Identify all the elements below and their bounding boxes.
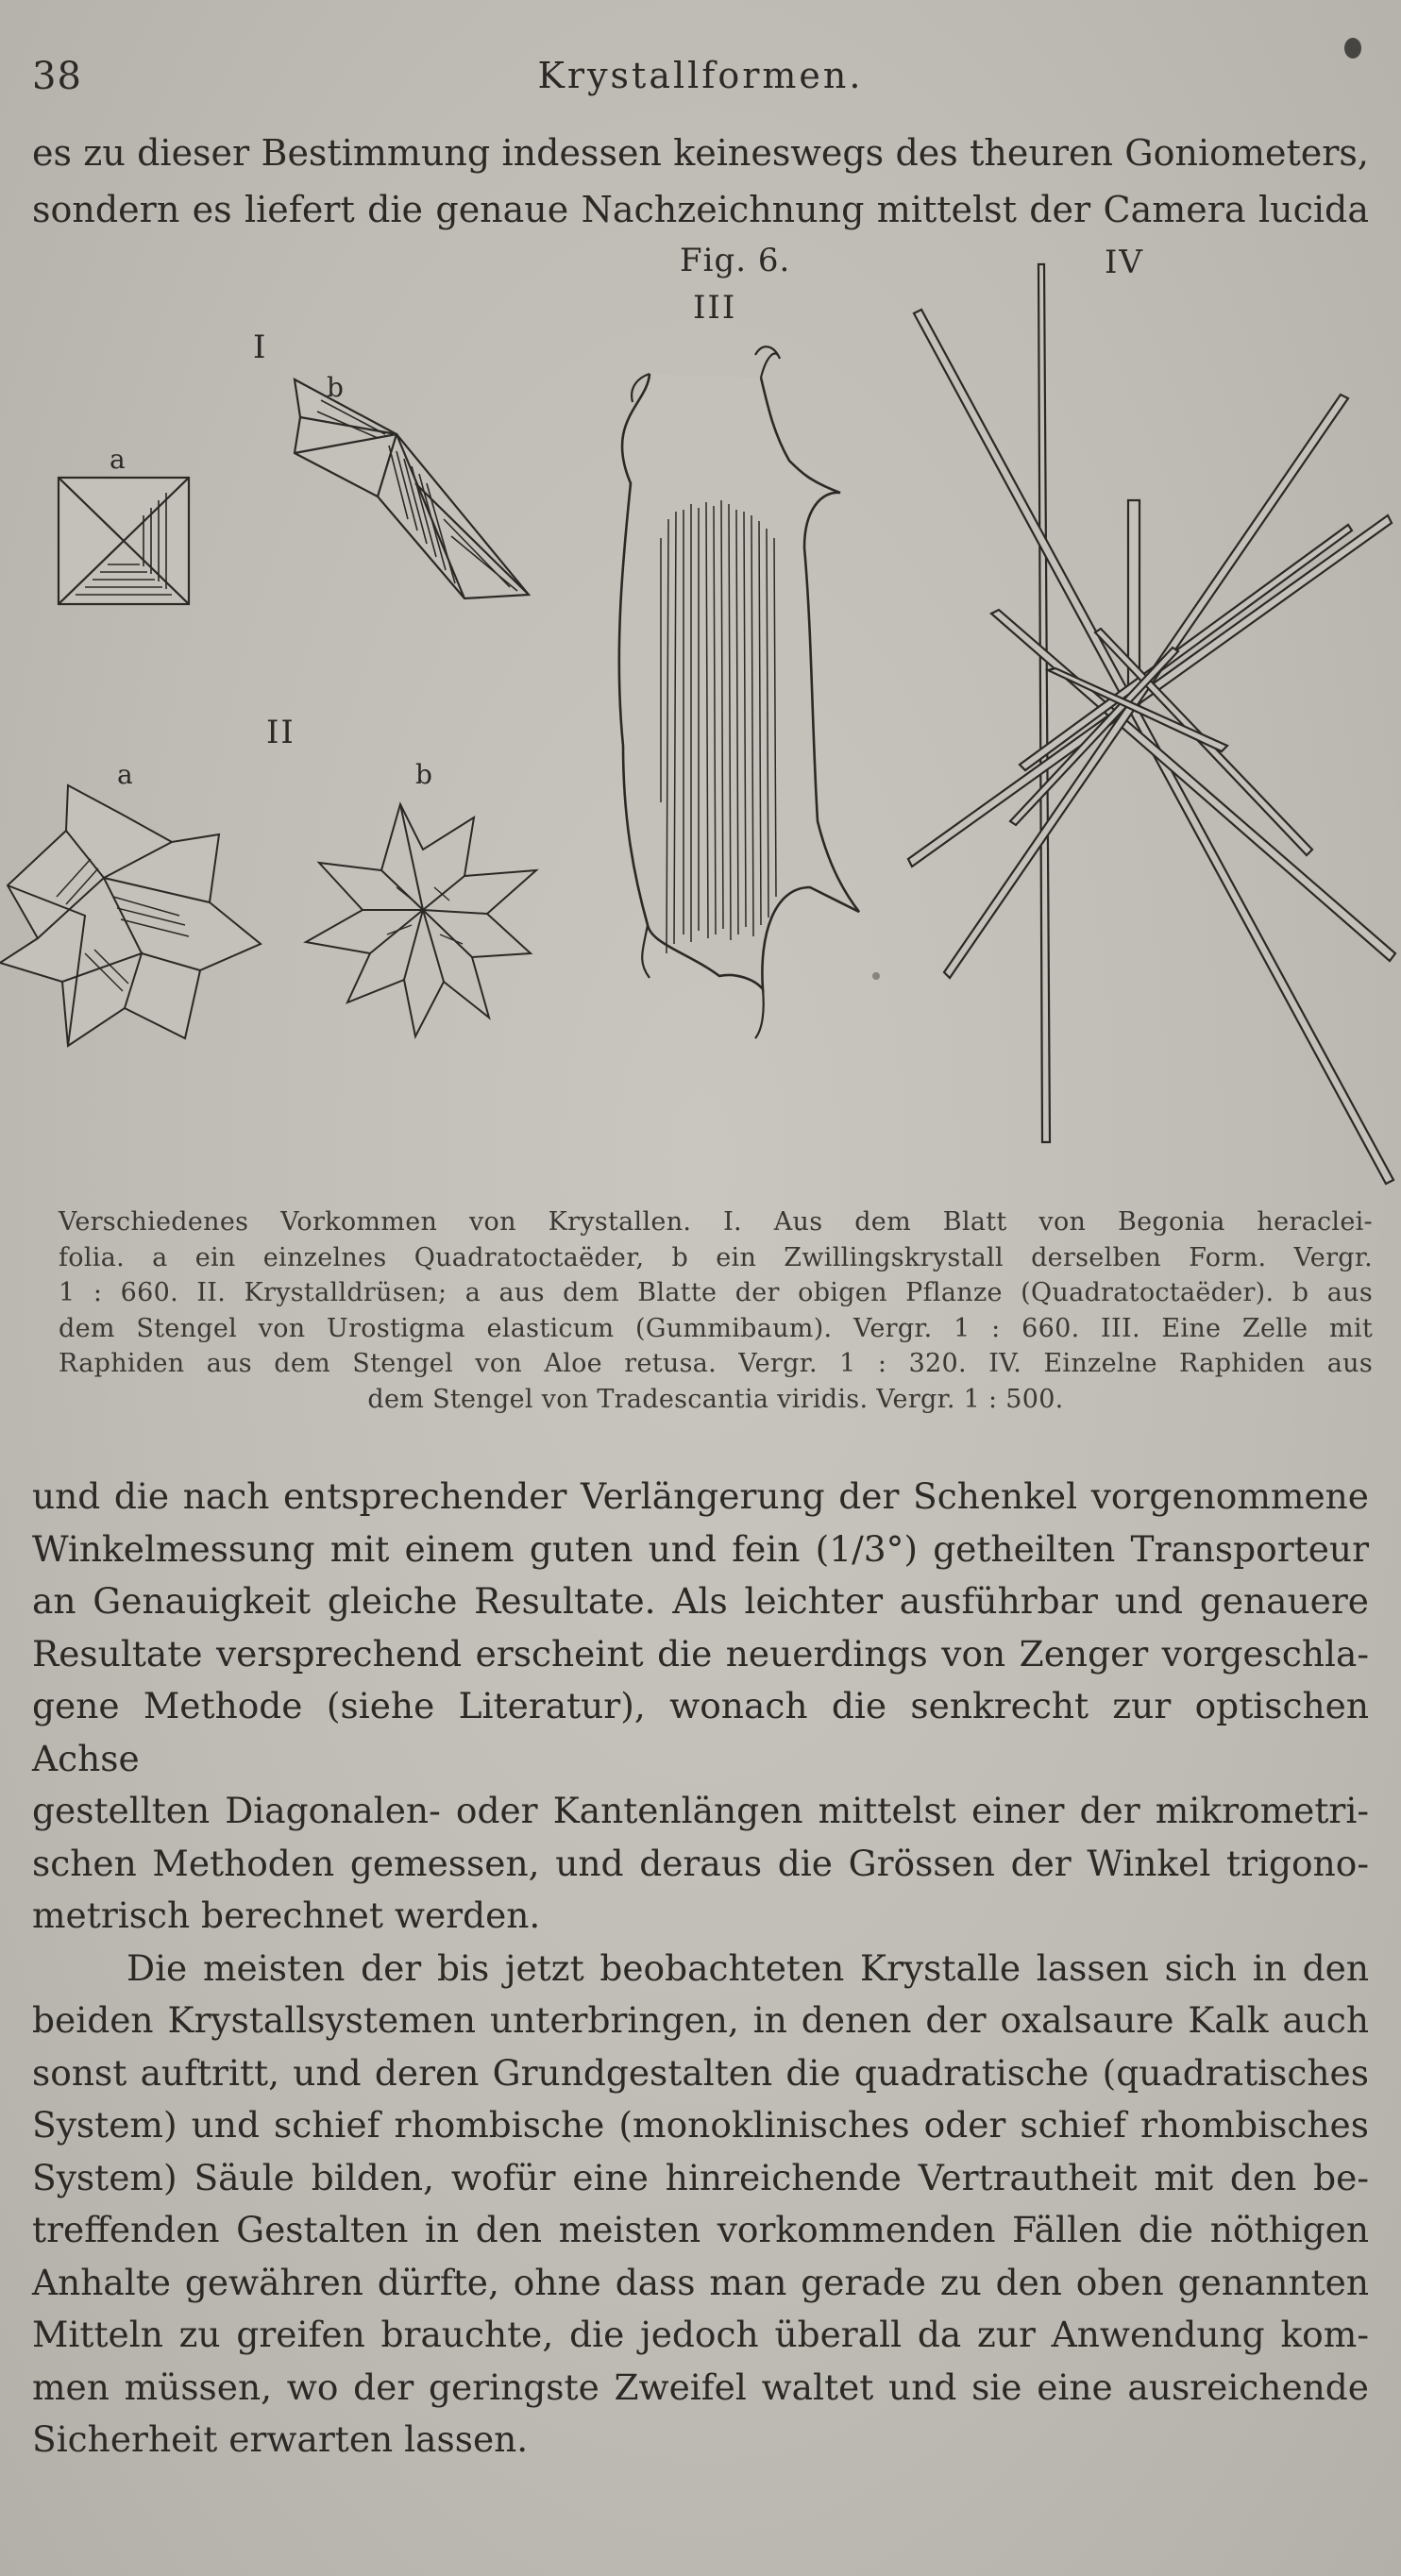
text-line: System) und schief rhombische (monoklinisches oder schief rhombisches: [32, 2104, 1369, 2146]
text-line: gene Methode (siehe Literatur), wonach die senkrecht zur optischen Achse: [32, 1685, 1369, 1779]
sublabel-Ia: a: [110, 444, 126, 475]
page-number: 38: [32, 55, 82, 98]
body-text: [32, 1471, 1369, 2467]
caption-line: dem Stengel von Tradescantia viridis. Vergr. 1 : 500.: [367, 1384, 1064, 1414]
group-label-IV: IV: [1105, 244, 1144, 281]
text-line: sonst auftritt, und deren Grundgestalten die quadratische (quadratisches: [32, 2051, 1369, 2094]
text-line: sondern es liefert die genaue Nachzeichnung mittelst der Camera lucida: [32, 189, 1369, 230]
text-line: Die meisten der bis jetzt beobachteten Krystalle lassen sich in den: [127, 1946, 1369, 1989]
text-line: treffenden Gestalten in den meisten vorkommenden Fällen die nöthigen: [32, 2209, 1369, 2250]
group-label-II: II: [266, 714, 295, 751]
twin-crystal-drawing: [295, 379, 529, 598]
text-line: Mitteln zu greifen brauchte, die jedoch überall da zur Anwendung kom-: [32, 2314, 1369, 2355]
text-line: gestellten Diagonalen- oder Kantenlängen mittelst einer der mikrometri-: [32, 1790, 1369, 1831]
text-line: men müssen, wo der geringste Zweifel waltet und sie eine ausreichende: [32, 2366, 1369, 2408]
figure-caption: [59, 1204, 1373, 1417]
group-label-I: I: [253, 328, 268, 366]
caption-line: Verschiedenes Vorkommen von Krystallen. I. Aus dem Blatt von Begonia heraclei-: [59, 1207, 1373, 1237]
text-line: und die nach entsprechender Verlängerung der Schenkel vorgenommene: [32, 1475, 1369, 1517]
caption-line: dem Stengel von Urostigma elasticum (Gummibaum). Vergr. 1 : 660. III. Eine Zelle mit: [59, 1313, 1373, 1343]
sublabel-IIa: a: [117, 759, 133, 790]
text-line: an Genauigkeit gleiche Resultate. Als leichter ausführbar und genauere: [32, 1580, 1369, 1622]
text-line: Winkelmessung mit einem guten und fein (1/3°) getheilten Transporteur: [32, 1527, 1369, 1570]
text-line: schen Methoden gemessen, und deraus die Grössen der Winkel trigono-: [32, 1842, 1369, 1884]
sublabel-Ib: b: [327, 372, 344, 403]
top-paragraph: [32, 125, 1369, 238]
figure-6: [0, 236, 1401, 1189]
text-line: metrisch berechnet werden.: [32, 1894, 541, 1936]
running-title: Krystallformen.: [537, 55, 864, 96]
text-line: Resultate versprechend erscheint die neuerdings von Zenger vorgeschla-: [32, 1632, 1369, 1675]
caption-line: Raphiden aus dem Stengel von Aloe retusa. Vergr. 1 : 320. IV. Einzelne Raphiden aus: [59, 1349, 1373, 1378]
figure-label: Fig. 6.: [680, 242, 791, 279]
sublabel-IIb: b: [415, 759, 432, 790]
ink-speck: [872, 972, 880, 980]
ink-speck: [1344, 38, 1361, 59]
caption-line: 1 : 660. II. Krystalldrüsen; a aus dem Blatte der obigen Pflanze (Quadratoctaëder). b aus: [59, 1278, 1373, 1307]
text-line: Anhalte gewähren dürfte, ohne dass man gerade zu den oben genannten: [32, 2261, 1369, 2303]
crystal-illustrations: [0, 236, 1401, 1189]
page-header: [32, 55, 1369, 102]
text-line: Sicherheit erwarten lassen.: [32, 2418, 529, 2460]
text-line: es zu dieser Bestimmung indessen keineswegs des theuren Goniometers,: [32, 132, 1369, 174]
raphides-needles-drawing: [908, 264, 1395, 1184]
group-label-III: III: [693, 289, 737, 327]
caption-line: folia. a ein einzelnes Quadratoctaëder, b ein Zwillingskrystall derselben Form. Vergr.: [59, 1242, 1373, 1272]
text-line: beiden Krystallsystemen unterbringen, in denen der oxalsaure Kalk auch: [32, 1999, 1369, 2041]
text-line: System) Säule bilden, wofür eine hinreichende Vertrautheit mit den be-: [32, 2156, 1369, 2198]
crystal-druse-b-drawing: [306, 804, 536, 1036]
raphide-cell-drawing: [619, 346, 859, 1038]
crystal-druse-a-drawing: [0, 785, 261, 1046]
octahedron-drawing: [59, 478, 189, 604]
